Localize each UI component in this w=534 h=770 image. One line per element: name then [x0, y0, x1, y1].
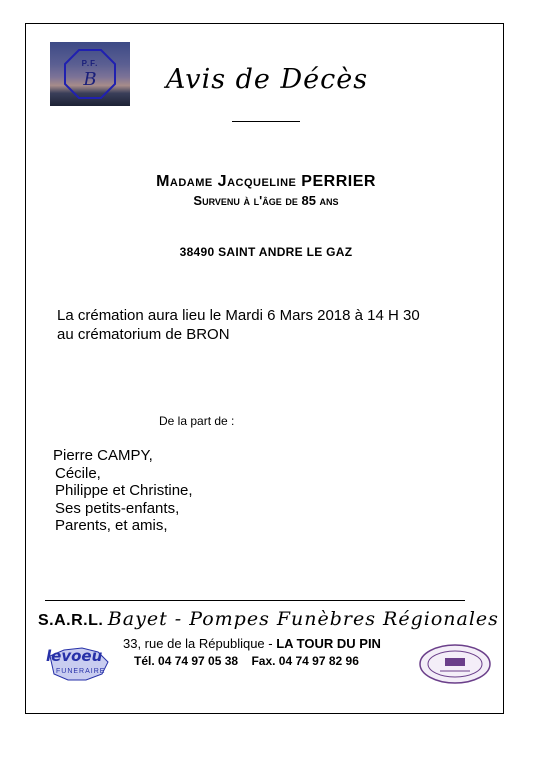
street-text: 33, rue de la République - — [123, 636, 277, 651]
seal-icon — [418, 643, 492, 685]
levoeu-logo — [42, 644, 122, 684]
family-item: Philippe et Christine, — [55, 482, 193, 499]
deceased-name: Madame Jacqueline PERRIER — [156, 173, 376, 190]
cremation-info — [57, 306, 477, 344]
city-text: LA TOUR DU PIN — [276, 636, 381, 651]
company-name: Bayet - Pompes Funèbres Régionales — [107, 608, 499, 630]
family-list — [53, 447, 193, 535]
fax-number: 04 74 97 82 96 — [278, 654, 359, 668]
family-item: Pierre CAMPY, — [53, 447, 153, 464]
certification-seal — [418, 643, 492, 685]
levoeu-subtitle: FUNERAIRE — [56, 668, 106, 675]
page-title: Avis de Décès — [165, 64, 369, 95]
logo-letter: B — [83, 69, 97, 90]
tel-label: Tél. — [134, 654, 155, 668]
company-address — [123, 636, 381, 651]
family-item: Ses petits-enfants, — [55, 499, 180, 517]
from-label: De la part de : — [159, 414, 235, 428]
deceased-age: Survenu à l'âge de 85 ans — [193, 193, 339, 208]
title-divider — [232, 121, 300, 122]
deceased-address: 38490 SAINT ANDRE LE GAZ — [179, 245, 353, 259]
family-item: Parents, et amis, — [55, 517, 168, 534]
family-item: Cécile, — [55, 464, 101, 482]
footer-divider — [45, 600, 465, 601]
tel-number: 04 74 97 05 38 — [158, 654, 239, 668]
pf-logo — [50, 42, 130, 106]
company-phones — [134, 654, 359, 668]
logo-initials: P.F. — [81, 59, 99, 68]
company-type: S.A.R.L. — [38, 612, 104, 629]
levoeu-brand: levoeu — [46, 647, 103, 665]
company-line — [38, 608, 508, 630]
cremation-line-2: au crématorium de BRON — [57, 326, 230, 343]
cremation-line-1: La crémation aura lieu le Mardi 6 Mars 2018 à 14 H 30 — [57, 307, 420, 324]
fax-label: Fax. — [251, 654, 276, 668]
